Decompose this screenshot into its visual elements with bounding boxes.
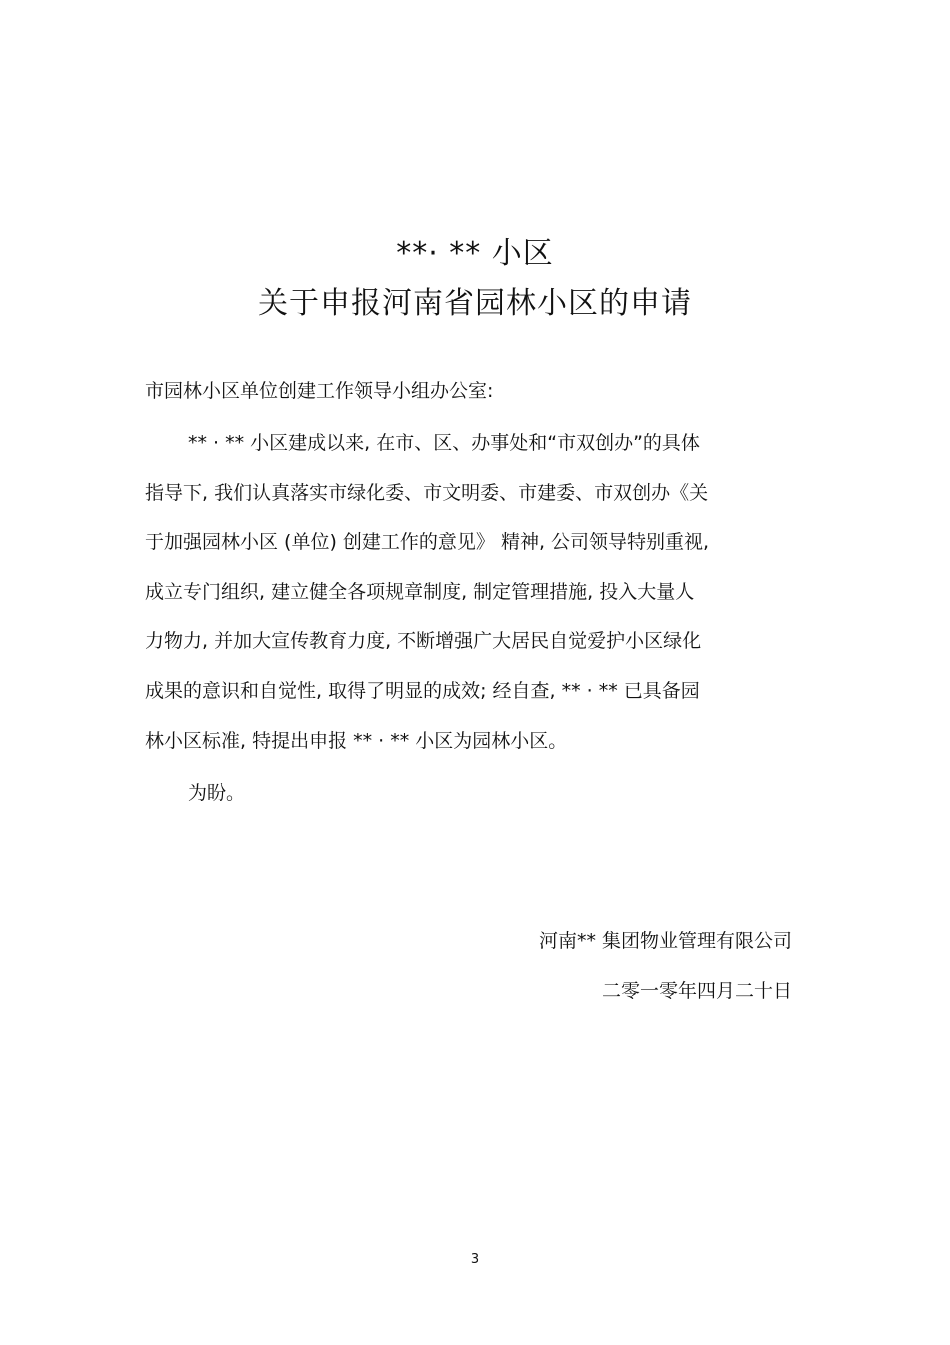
salutation: 市园林小区单位创建工作领导小组办公室: — [145, 380, 494, 402]
body-line-6: 成果的意识和自觉性, 取得了明显的成效; 经自查, ** · ** 已具备园 — [145, 680, 700, 702]
body-line-3: 于加强园林小区 (单位) 创建工作的意见》 精神, 公司领导特别重视, — [145, 531, 710, 553]
body-line-2: 指导下, 我们认真落实市绿化委、市文明委、市建委、市双创办《关 — [145, 482, 709, 504]
signature-date: 二零一零年四月二十日 — [601, 980, 792, 1002]
body-line-5: 力物力, 并加大宣传教育力度, 不断增强广大居民自觉爱护小区绿化 — [145, 630, 702, 652]
body-line-1: ** · ** 小区建成以来, 在市、区、办事处和“市双创办”的具体 — [188, 432, 700, 454]
signature-organization: 河南** 集团物业管理有限公司 — [538, 930, 792, 952]
body-line-4: 成立专门组织, 建立健全各项规章制度, 制定管理措施, 投入大量人 — [145, 581, 695, 603]
page-number: 3 — [470, 1252, 480, 1267]
body-line-7: 林小区标准, 特提出申报 ** · ** 小区为园林小区。 — [145, 730, 568, 752]
closing-text: 为盼。 — [188, 782, 246, 804]
document-title-line-2: 关于申报河南省园林小区的申请 — [258, 286, 692, 321]
document-title-line-1: **· ** 小区 — [396, 236, 554, 271]
